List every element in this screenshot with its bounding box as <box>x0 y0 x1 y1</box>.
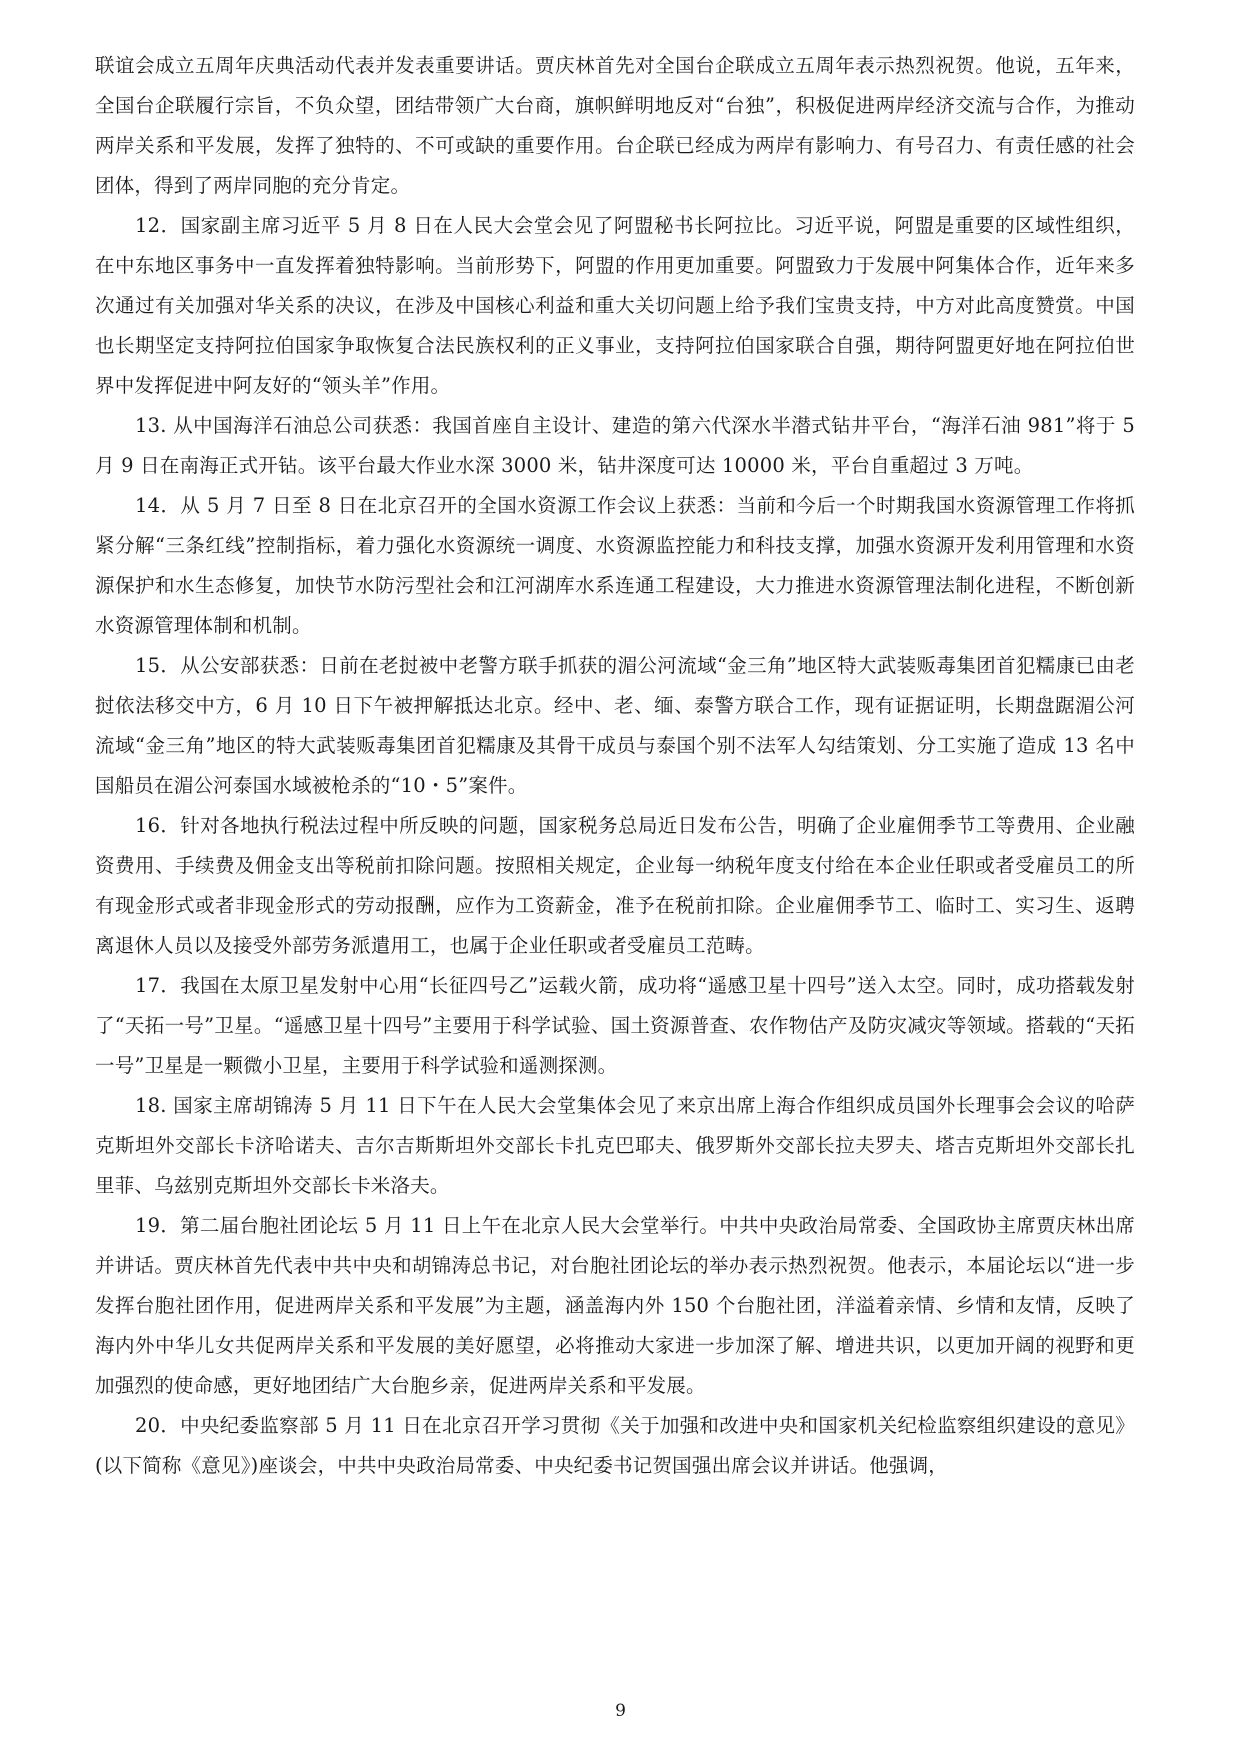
paragraph-continued: 联谊会成立五周年庆典活动代表并发表重要讲话。贾庆林首先对全国台企联成立五周年表示热烈祝贺。他说，五年来，全国台企联履行宗旨，不负众望，团结带领广大台商，旗帜鲜明地反对“台独”，积极促进两岸经济交流与合作，为推动两岸关系和平发展，发挥了独特的、不可或缺的重要作用。台企联已经成为两岸有影响力、有号召力、有责任感的社会团体，得到了两岸同胞的充分肯定。 <box>95 54 1135 197</box>
page-number: 9 <box>615 1701 626 1721</box>
paragraph-item-18: 18. 国家主席胡锦涛 5 月 11 日下午在人民大会堂集体会见了来京出席上海合作组织成员国外长理事会会议的哈萨克斯坦外交部长卡济哈诺夫、吉尔吉斯斯坦外交部长卡扎克巴耶夫、俄罗斯外交部长拉夫罗夫、塔吉克斯坦外交部长扎里菲、乌兹别克斯坦外交部长卡米洛夫。 <box>95 1094 1135 1197</box>
paragraph-item-13: 13. 从中国海洋石油总公司获悉：我国首座自主设计、建造的第六代深水半潜式钻井平台，“海洋石油 981”将于 5 月 9 日在南海正式开钻。该平台最大作业水深 3000 米，钻井深度可达 10000 米，平台自重超过 3 万吨。 <box>95 414 1135 477</box>
paragraph-item-12: 12．国家副主席习近平 5 月 8 日在人民大会堂会见了阿盟秘书长阿拉比。习近平说，阿盟是重要的区域性组织，在中东地区事务中一直发挥着独特影响。当前形势下，阿盟的作用更加重要。阿盟致力于发展中阿集体合作，近年来多次通过有关加强对华关系的决议，在涉及中国核心利益和重大关切问题上给予我们宝贵支持，中方对此高度赞赏。中国也长期坚定支持阿拉伯国家争取恢复合法民族权利的正义事业，支持阿拉伯国家联合自强，期待阿盟更好地在阿拉伯世界中发挥促进中阿友好的“领头羊”作用。 <box>95 214 1135 397</box>
paragraph-item-16: 16．针对各地执行税法过程中所反映的问题，国家税务总局近日发布公告，明确了企业雇佣季节工等费用、企业融资费用、手续费及佣金支出等税前扣除问题。按照相关规定，企业每一纳税年度支付给在本企业任职或者受雇员工的所有现金形式或者非现金形式的劳动报酬，应作为工资薪金，准予在税前扣除。企业雇佣季节工、临时工、实习生、返聘离退休人员以及接受外部劳务派遣用工，也属于企业任职或者受雇员工范畴。 <box>95 814 1135 957</box>
paragraph-item-17: 17．我国在太原卫星发射中心用“长征四号乙”运载火箭，成功将“遥感卫星十四号”送入太空。同时，成功搭载发射了“天拓一号”卫星。“遥感卫星十四号”主要用于科学试验、国土资源普查、农作物估产及防灾减灾等领域。搭载的“天拓一号”卫星是一颗微小卫星，主要用于科学试验和遥测探测。 <box>95 974 1135 1077</box>
paragraph-item-19: 19．第二届台胞社团论坛 5 月 11 日上午在北京人民大会堂举行。中共中央政治局常委、全国政协主席贾庆林出席并讲话。贾庆林首先代表中共中央和胡锦涛总书记，对台胞社团论坛的举办表示热烈祝贺。他表示，本届论坛以“进一步发挥台胞社团作用，促进两岸关系和平发展”为主题，涵盖海内外 150 个台胞社团，洋溢着亲情、乡情和友情，反映了海内外中华儿女共促两岸关系和平发展的美好愿望，必将推动大家进一步加深了解、增进共识，以更加开阔的视野和更加强烈的使命感，更好地团结广大台胞乡亲，促进两岸关系和平发展。 <box>95 1214 1135 1397</box>
paragraph-item-14: 14．从 5 月 7 日至 8 日在北京召开的全国水资源工作会议上获悉：当前和今后一个时期我国水资源管理工作将抓紧分解“三条红线”控制指标，着力强化水资源统一调度、水资源监控能力和科技支撑，加强水资源开发利用管理和水资源保护和水生态修复，加快节水防污型社会和江河湖库水系连通工程建设，大力推进水资源管理法制化进程，不断创新水资源管理体制和机制。 <box>95 494 1135 637</box>
document-body <box>95 46 1135 1486</box>
paragraph-item-20: 20．中央纪委监察部 5 月 11 日在北京召开学习贯彻《关于加强和改进中央和国家机关纪检监察组织建设的意见》(以下简称《意见》)座谈会，中共中央政治局常委、中央纪委书记贺国强出席会议并讲话。他强调， <box>95 1414 1135 1477</box>
paragraph-item-15: 15．从公安部获悉：日前在老挝被中老警方联手抓获的湄公河流域“金三角”地区特大武装贩毒集团首犯糯康已由老挝依法移交中方，6 月 10 日下午被押解抵达北京。经中、老、缅、泰警方联合工作，现有证据证明，长期盘踞湄公河流域“金三角”地区的特大武装贩毒集团首犯糯康及其骨干成员与泰国个别不法军人勾结策划、分工实施了造成 13 名中国船员在湄公河泰国水域被枪杀的“10・5”案件。 <box>95 654 1135 797</box>
